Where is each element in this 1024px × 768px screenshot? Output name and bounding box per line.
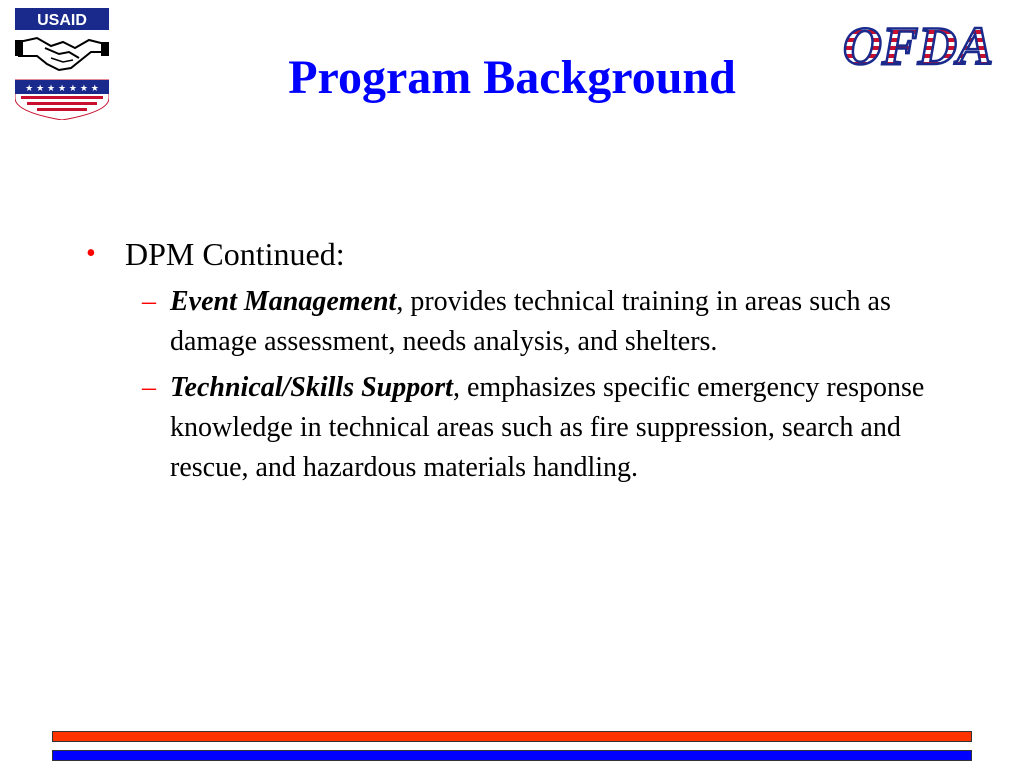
footer-stripe-red: [52, 731, 972, 742]
dash-marker: –: [142, 286, 156, 317]
slide-title: Program Background: [288, 51, 736, 104]
bullet-level1-text: DPM Continued:: [125, 236, 345, 272]
description-technical-skills-support: , emphasizes specific emergency response knowledge in technical areas such as fire suppression, search and rescue, and hazardous materials handling.: [170, 372, 925, 483]
bullet-marker: •: [86, 238, 96, 269]
sub-bullet-event-management: [142, 282, 930, 362]
bullet-level1: [80, 232, 940, 276]
description-event-management: , provides technical training in areas such as damage assessment, needs analysis, and shelters.: [170, 286, 891, 357]
dash-marker: –: [142, 372, 156, 403]
usaid-logo-text: USAID: [37, 12, 87, 29]
slide-content: [80, 232, 940, 494]
svg-text:★ ★ ★ ★ ★ ★ ★: ★ ★ ★ ★ ★ ★ ★: [25, 84, 99, 94]
sub-bullet-technical-skills-support: [142, 368, 930, 488]
term-event-management: Event Management: [170, 286, 397, 317]
footer-stripe-blue: [52, 750, 972, 761]
term-technical-skills-support: Technical/Skills Support: [170, 372, 453, 403]
ofda-logo-text: OFDA: [842, 16, 994, 74]
